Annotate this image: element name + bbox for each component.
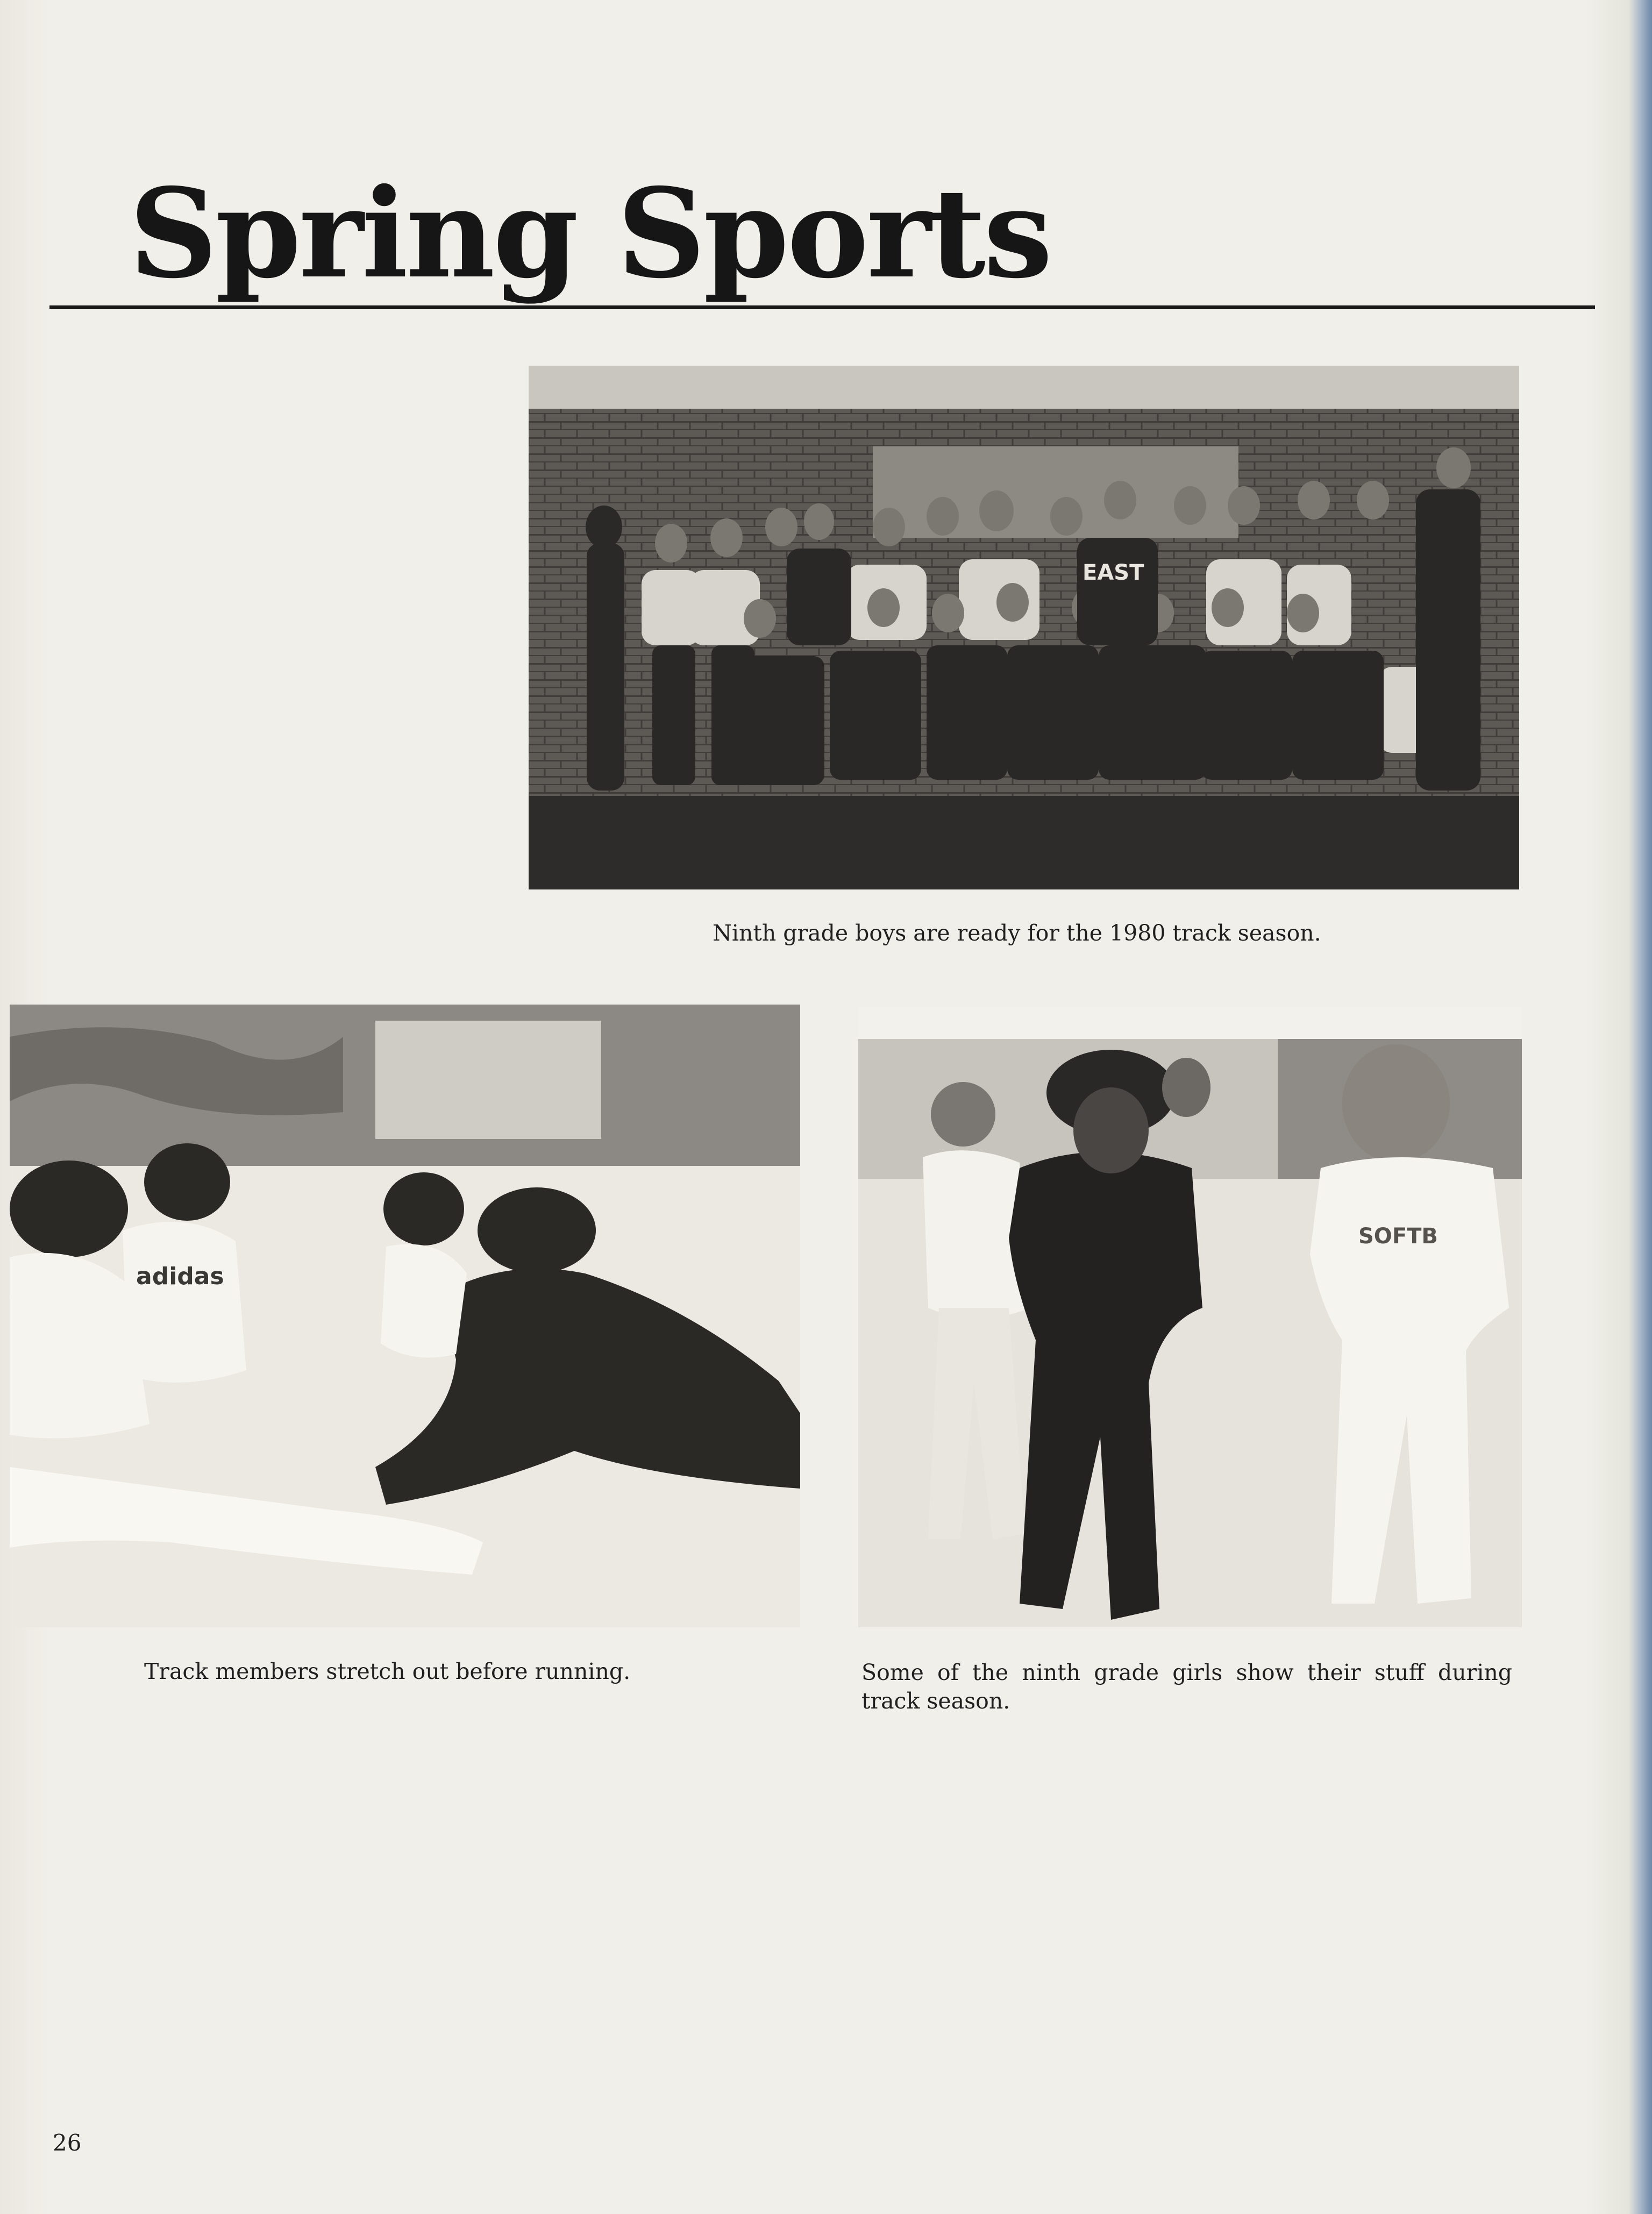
stretch-photo	[10, 1005, 800, 1627]
east-shirt-text: EAST	[1083, 560, 1144, 585]
title-divider	[49, 305, 1595, 309]
page-number: 26	[53, 2130, 82, 2156]
stretch-photo-caption: Track members stretch out before running.	[144, 1658, 631, 1684]
team-photo-caption: Ninth grade boys are ready for the 1980 track season.	[713, 920, 1321, 946]
team-photo	[529, 366, 1519, 889]
running-photo-caption: Some of the ninth grade girls show their stuff during track season.	[861, 1660, 1512, 1714]
running-photo	[858, 1007, 1522, 1627]
softball-shirt-text: SOFTB	[1358, 1224, 1438, 1249]
page-title: Spring Sports	[129, 161, 1051, 305]
adidas-shirt-text: adidas	[136, 1263, 224, 1290]
